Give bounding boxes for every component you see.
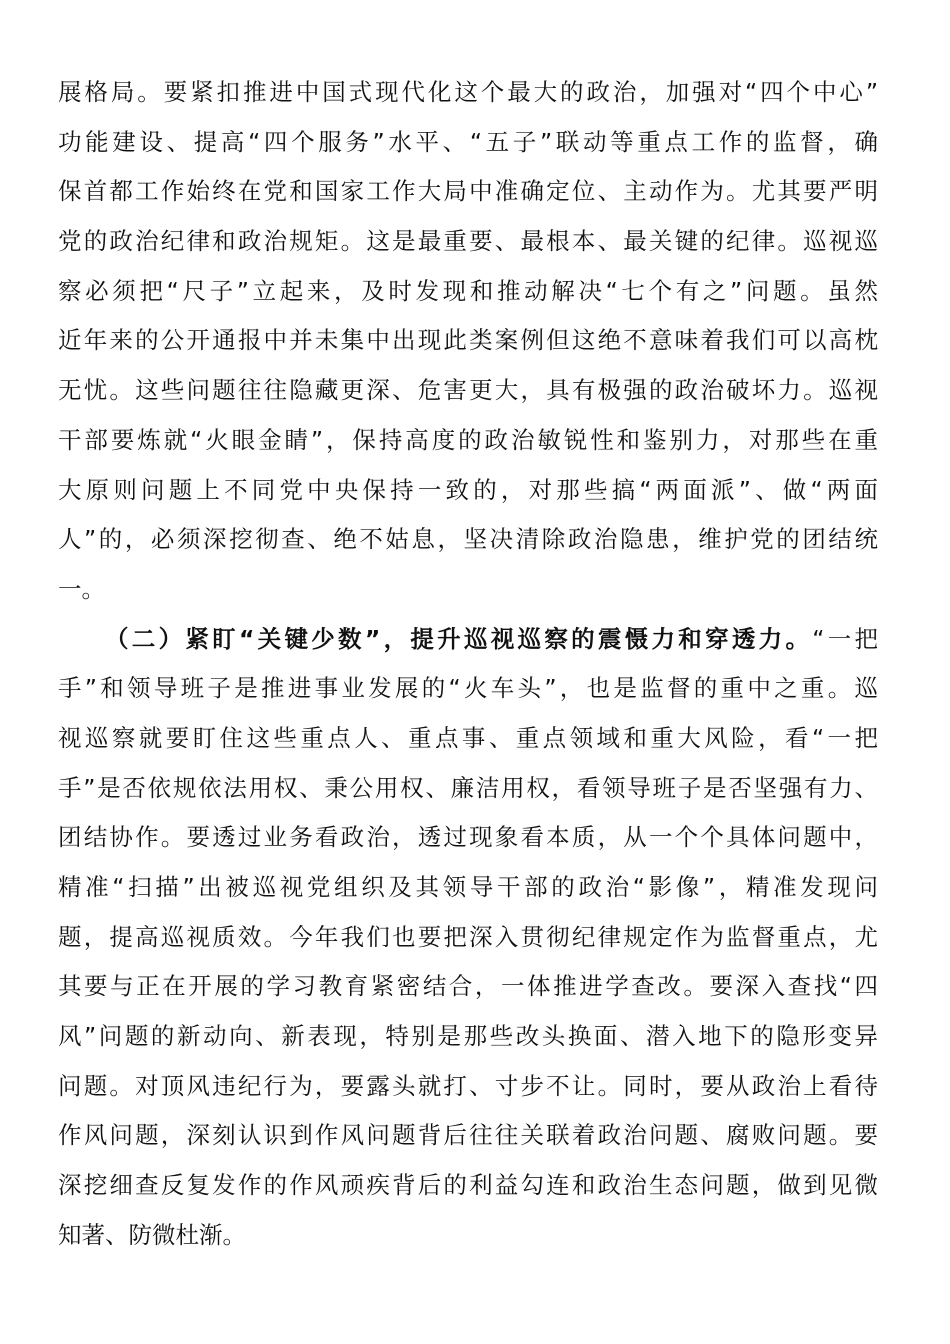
text-line: 察必须把“尺子”立起来，及时发现和推动解决“七个有之”问题。虽然 bbox=[58, 276, 878, 305]
document-body bbox=[58, 68, 878, 1261]
text-line: 一。 bbox=[58, 574, 105, 603]
text-line: 深挖细查反复发作的作风顽疾背后的利益勾连和政治生态问题，做到见微 bbox=[58, 1171, 878, 1200]
heading-line-rest: “一把 bbox=[812, 624, 878, 653]
text-line: 近年来的公开通报中并未集中出现此类案例但这绝不意味着我们可以高枕 bbox=[58, 326, 878, 355]
text-line: 团结协作。要透过业务看政治，透过现象看本质，从一个个具体问题中， bbox=[58, 823, 878, 852]
text-line: 党的政治纪律和政治规矩。这是最重要、最根本、最关键的纪律。巡视巡 bbox=[58, 227, 878, 256]
text-line: 手”和领导班子是推进事业发展的“火车头”，也是监督的重中之重。巡 bbox=[58, 674, 878, 703]
text-line: 无忧。这些问题往往隐藏更深、危害更大，具有极强的政治破坏力。巡视 bbox=[58, 376, 878, 405]
text-line: 展格局。要紧扣推进中国式现代化这个最大的政治，加强对“四个中心” bbox=[58, 78, 878, 106]
paragraph-1 bbox=[58, 68, 878, 615]
text-line: 功能建设、提高“四个服务”水平、“五子”联动等重点工作的监督，确 bbox=[58, 127, 878, 156]
text-line: 作风问题，深刻认识到作风问题背后往往关联着政治问题、腐败问题。要 bbox=[58, 1121, 878, 1150]
text-line: 其要与正在开展的学习教育紧密结合，一体推进学查改。要深入查找“四 bbox=[58, 972, 878, 1001]
paragraph-2-first-line bbox=[58, 615, 878, 665]
paragraph-2 bbox=[58, 615, 878, 1261]
text-line: 题，提高巡视质效。今年我们也要把深入贯彻纪律规定作为监督重点，尤 bbox=[58, 922, 878, 951]
text-line: 知著、防微杜渐。 bbox=[58, 1220, 246, 1249]
text-line: 人”的，必须深挖彻查、绝不姑息，坚决清除政治隐患，维护党的团结统 bbox=[58, 525, 878, 554]
text-line: 风”问题的新动向、新表现，特别是那些改头换面、潜入地下的隐形变异 bbox=[58, 1022, 878, 1051]
text-line: 问题。对顶风违纪行为，要露头就打、寸步不让。同时，要从政治上看待 bbox=[58, 1071, 878, 1100]
text-line: 精准“扫描”出被巡视党组织及其领导干部的政治“影像”，精准发现问 bbox=[58, 873, 878, 901]
text-line: 手”是否依规依法用权、秉公用权、廉洁用权，看领导班子是否坚强有力、 bbox=[58, 773, 878, 802]
text-line: 保首都工作始终在党和国家工作大局中准确定位、主动作为。尤其要严明 bbox=[58, 177, 878, 206]
text-line: 干部要炼就“火眼金睛”，保持高度的政治敏锐性和鉴别力，对那些在重 bbox=[58, 425, 878, 454]
text-line: 视巡察就要盯住这些重点人、重点事、重点领域和重大风险，看“一把 bbox=[58, 723, 878, 752]
text-line: 大原则问题上不同党中央保持一致的，对那些搞“两面派”、做“两面 bbox=[58, 475, 878, 504]
section-heading: （二）紧盯“关键少数”，提升巡视巡察的震慑力和穿透力。 bbox=[105, 624, 813, 653]
